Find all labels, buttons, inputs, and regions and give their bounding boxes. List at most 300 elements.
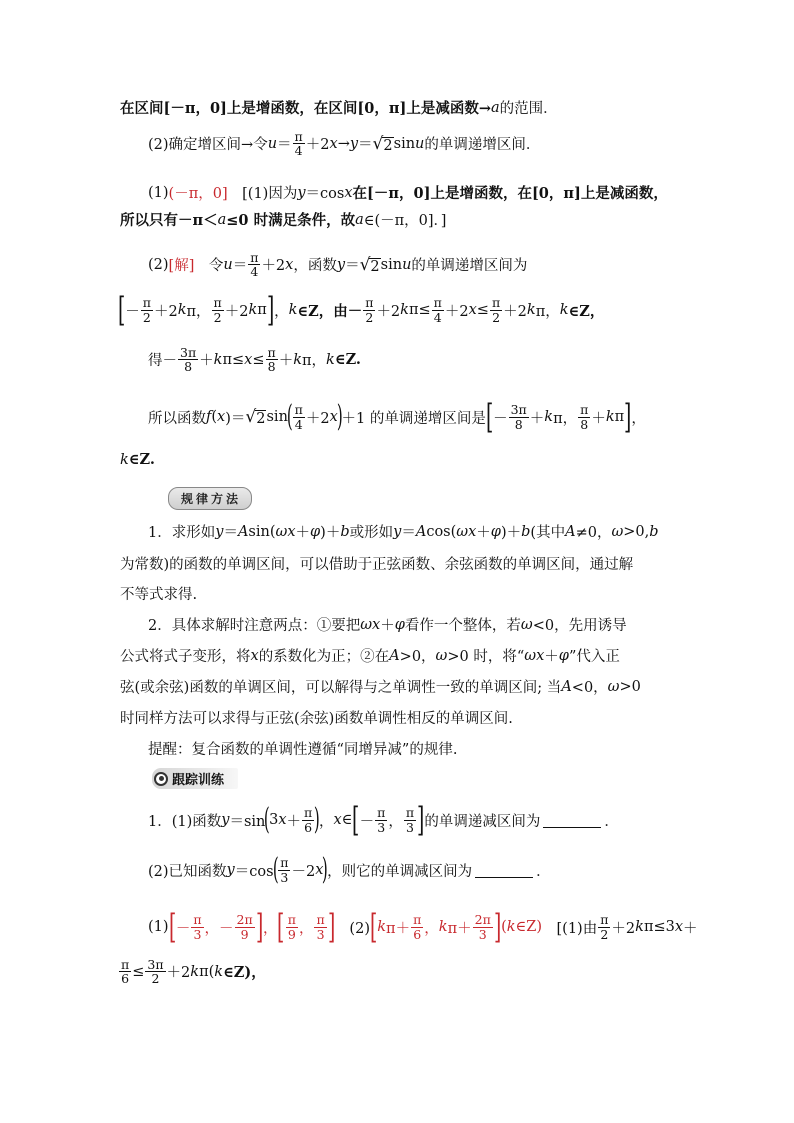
numerator: π <box>213 295 222 311</box>
fraction-3pi-8 <box>509 403 529 430</box>
numerator: 3π <box>147 957 164 972</box>
text-line-8 <box>148 397 646 437</box>
text: ＝sin <box>229 813 266 830</box>
numerator: π <box>142 295 151 311</box>
left-bracket: [ <box>352 800 360 840</box>
var-u: u <box>402 256 412 273</box>
var-y: y <box>215 523 224 540</box>
var-phi: φ <box>310 523 321 540</box>
denominator: 2 <box>600 926 609 942</box>
fraction-pi-3 <box>314 913 326 940</box>
text: π( <box>199 963 215 980</box>
text: ( <box>501 919 507 935</box>
method-line-5 <box>120 645 620 666</box>
var-k: k <box>177 302 187 318</box>
text: ，函数 <box>293 258 337 275</box>
text: 令 <box>194 258 224 275</box>
denominator: 4 <box>294 416 303 432</box>
text: 看作一个整体，若 <box>404 618 521 634</box>
numerator: π <box>267 345 276 360</box>
practice-title: 跟踪训练 <box>172 773 225 788</box>
fraction-pi-2 <box>141 296 153 323</box>
text: ＋2 <box>261 258 286 275</box>
left-paren: ( <box>264 802 271 837</box>
text: ＋ <box>476 525 491 541</box>
target-icon <box>154 772 168 786</box>
var-y: y <box>221 812 230 828</box>
text: ， <box>424 920 439 937</box>
text: 的系数化为正；②在 <box>258 649 390 665</box>
text: ＋ <box>199 353 214 370</box>
text-line-2 <box>148 130 540 157</box>
text: (其中 <box>530 525 566 541</box>
text: ＋ <box>278 353 294 370</box>
denominator: 3 <box>193 926 202 942</box>
denominator: 3 <box>280 869 289 885</box>
var-x: x <box>333 812 342 828</box>
text: ＋ <box>295 525 311 541</box>
text: 1．求形如 <box>148 525 216 541</box>
var-k: k <box>293 351 303 368</box>
var-x: x <box>344 184 353 201</box>
fraction-3pi-2 <box>145 958 165 985</box>
text: ， <box>318 813 334 830</box>
text: ≤0 时满足条件，故 <box>226 212 356 229</box>
denominator: 3 <box>406 819 414 835</box>
var-omega: ω <box>611 523 624 540</box>
var-y: y <box>349 135 359 152</box>
left-bracket: [ <box>168 907 176 947</box>
var-A: A <box>415 523 427 540</box>
text: ＝cos <box>234 863 274 880</box>
method-line-7: 时同样方法可以求得与正弦(余弦)函数单调性相反的单调区间. <box>120 711 513 727</box>
answer-line-2 <box>118 958 266 985</box>
text: ( <box>211 409 218 425</box>
var-x: x <box>244 351 253 368</box>
text: π <box>614 409 625 425</box>
minus: － <box>359 813 375 830</box>
var-k: k <box>544 409 554 425</box>
text: ， <box>631 410 646 427</box>
fraction-3pi-8 <box>178 346 198 373</box>
fraction-pi-4 <box>432 296 444 323</box>
fraction-pi-6 <box>119 958 131 985</box>
var-y: y <box>226 862 235 878</box>
text: [(1)因为 <box>227 186 298 202</box>
right-bracket: ] <box>327 907 335 947</box>
method-line-3: 不等式求得. <box>120 587 198 603</box>
var-A: A <box>389 647 400 664</box>
text: π， <box>302 353 327 370</box>
text: ， <box>388 813 403 830</box>
var-a: a <box>355 211 364 228</box>
text: ∈Z. <box>128 451 155 468</box>
var-k: k <box>438 919 448 935</box>
var-omega-x: ωx <box>360 616 381 633</box>
text: ＋ <box>591 410 606 427</box>
line-1-tail: 的范围． <box>499 101 558 117</box>
left-bracket: [ <box>485 397 494 437</box>
var-x: x <box>250 647 259 664</box>
fraction-pi-9 <box>286 913 298 940</box>
var-omega: ω <box>520 616 533 633</box>
fraction-pi-4 <box>293 130 305 157</box>
numerator: π <box>304 805 313 821</box>
text: π≤ <box>408 302 431 318</box>
var-u: u <box>267 135 278 152</box>
var-y: y <box>297 184 306 201</box>
text: ＝cos <box>305 186 345 202</box>
denominator: 2 <box>365 309 374 325</box>
var-k: k <box>635 919 644 935</box>
answer-2-interval <box>369 907 542 947</box>
text: ． <box>536 863 551 880</box>
text: (1) <box>148 919 169 935</box>
var-k: k <box>288 302 298 318</box>
sqrt-2: √ 2 <box>359 254 380 275</box>
var-k: k <box>559 302 569 318</box>
line-1-text: 在区间[－π，0]上是增函数，在区间[0，π]上是减函数→ <box>120 100 491 117</box>
denominator: 4 <box>294 143 303 159</box>
var-k: k <box>605 409 615 425</box>
var-a: a <box>491 99 500 116</box>
method-badge: 规律方法 <box>168 487 252 510</box>
numerator: π <box>433 295 442 311</box>
text: >0， <box>399 649 436 665</box>
numerator: π <box>316 912 325 928</box>
numerator: π <box>250 250 259 265</box>
denominator: 8 <box>184 359 193 375</box>
fraction-pi-3 <box>191 913 203 940</box>
question-1-1 <box>148 800 619 840</box>
text: ＋ <box>529 410 545 427</box>
text: ∈Z，由－ <box>297 302 363 320</box>
text: ＋2 <box>166 965 191 982</box>
equals: ＝ <box>358 137 373 154</box>
text: 3 <box>269 812 279 828</box>
text: 在[－π，0]上是增函数，在[0，π]上是减函数， <box>352 185 668 202</box>
minus: － <box>125 303 140 320</box>
numerator: π <box>580 402 589 418</box>
numerator: 3π <box>180 345 197 360</box>
text: ＝ <box>401 525 416 541</box>
left-bracket: [ <box>369 907 378 947</box>
var-A: A <box>565 523 576 540</box>
part-2-label: (2) <box>148 256 169 273</box>
text: )＝ <box>225 410 246 427</box>
text: sin( <box>248 523 276 540</box>
text: [(1)由 <box>542 920 598 937</box>
radicand: 2 <box>370 258 380 275</box>
fraction-pi-8 <box>266 346 278 373</box>
text: ，则它的单调减区间为 <box>327 863 473 880</box>
var-f: f <box>206 409 212 425</box>
text: 的单调递增区间为 <box>411 258 528 275</box>
var-x: x <box>329 135 338 152</box>
numerator: π <box>121 957 130 972</box>
fraction-pi-2 <box>490 296 502 323</box>
text: ∈Z) <box>515 919 542 935</box>
text-line-7 <box>148 346 361 373</box>
text: ≠0， <box>575 525 612 541</box>
var-y: y <box>393 523 402 540</box>
numerator: π <box>365 295 374 311</box>
denominator: 9 <box>240 926 249 942</box>
text: (2) <box>334 920 370 937</box>
right-bracket: ] <box>624 397 632 437</box>
fraction-pi-2 <box>363 296 375 323</box>
fraction-pi-2 <box>598 913 610 940</box>
text: 得－ <box>148 353 177 370</box>
text: >0, <box>623 523 650 540</box>
var-phi: φ <box>394 616 405 633</box>
numerator: π <box>294 402 303 418</box>
text-line-1 <box>120 97 558 118</box>
numerator: π <box>193 912 202 928</box>
numerator: π <box>280 855 289 871</box>
text: >0 <box>619 678 641 695</box>
denominator: 2 <box>151 971 160 987</box>
text: ＋2 <box>611 920 636 937</box>
radicand: 2 <box>256 411 266 427</box>
denominator: 8 <box>267 359 276 375</box>
fraction-pi-3 <box>404 806 416 833</box>
var-y: y <box>336 256 346 273</box>
answer-blank[interactable] <box>475 863 533 878</box>
numerator: π <box>294 129 303 144</box>
var-omega: ω <box>435 647 448 664</box>
answer-1: (－π，0] <box>168 186 228 202</box>
text: ≤ <box>132 963 145 980</box>
text: )＋ <box>500 525 522 541</box>
numerator: π <box>600 912 609 928</box>
text: π <box>257 302 267 318</box>
right-paren: ) <box>314 802 321 837</box>
denominator: 6 <box>413 926 422 942</box>
text: ， <box>298 920 314 937</box>
text: ， <box>274 303 289 320</box>
denominator: 6 <box>304 819 313 835</box>
part-1-label: (1) <box>148 184 169 201</box>
minus: － <box>175 920 191 937</box>
text-line-4 <box>120 209 446 230</box>
numerator: π <box>413 912 422 928</box>
numerator: 2π <box>236 912 253 928</box>
text: ＋2 <box>376 303 401 320</box>
plus-2: ＋2 <box>305 137 330 154</box>
sin-label: sin <box>393 135 416 152</box>
text: cos( <box>426 523 457 540</box>
text: ＝ <box>223 525 238 541</box>
var-k: k <box>248 302 258 318</box>
denominator: 8 <box>514 416 523 432</box>
text: (2)已知函数 <box>148 863 227 880</box>
text: π， <box>535 303 560 320</box>
denominator: 2 <box>492 309 501 325</box>
method-line-2: 为常数)的函数的单调区间，可以借助于正弦函数、余弦函数的单调区间，通过解 <box>120 557 634 573</box>
text: 或形如 <box>349 525 394 541</box>
text: π≤ <box>222 351 245 368</box>
var-omega-x: ωx <box>456 523 477 540</box>
text: ＋2 <box>224 303 249 320</box>
text: 公式将式子变形，将 <box>120 649 251 665</box>
fraction-pi-2 <box>212 296 224 323</box>
left-paren: ( <box>272 852 279 887</box>
var-k: k <box>213 351 223 368</box>
answer-line-1 <box>148 907 698 947</box>
sin-label: sin <box>380 256 403 273</box>
question-1-2 <box>148 852 551 887</box>
text: ∈ <box>341 812 353 828</box>
fraction-2pi-3 <box>473 913 493 940</box>
var-k: k <box>526 302 536 318</box>
method-line-4 <box>148 614 627 635</box>
var-k: k <box>190 963 200 980</box>
right-bracket: ] <box>255 907 263 947</box>
left-bracket: [ <box>117 290 126 330</box>
text: ＋1 的单调递增区间是 <box>341 410 486 427</box>
right-bracket: ] <box>493 907 502 947</box>
text: ＋2 <box>153 303 178 320</box>
var-k: k <box>120 451 129 468</box>
method-line-6 <box>120 676 641 697</box>
text: π＋ <box>447 920 472 937</box>
text: ， <box>262 920 278 937</box>
text: ＋ <box>544 649 559 665</box>
numerator: π <box>377 805 386 821</box>
numerator: π <box>491 295 501 311</box>
var-k: k <box>400 302 409 318</box>
fraction-pi-6 <box>411 913 423 940</box>
var-x: x <box>315 862 324 878</box>
text: ＋2 <box>503 303 527 320</box>
numerator: 2π <box>474 912 491 928</box>
var-b: b <box>340 523 350 540</box>
text: ≤ <box>252 351 265 368</box>
text: ＝ <box>232 258 248 275</box>
text: ∈Z. <box>334 351 361 369</box>
fraction-pi-4 <box>293 403 305 430</box>
denominator: 4 <box>433 309 442 325</box>
var-k: k <box>377 919 387 935</box>
denominator: 8 <box>580 416 589 432</box>
fraction-pi-3 <box>375 806 387 833</box>
answer-1-interval <box>168 907 335 947</box>
sqrt-2: √ 2 <box>372 133 393 154</box>
fraction-pi-3 <box>278 856 290 883</box>
denominator: 4 <box>250 264 259 280</box>
denominator: 3 <box>377 819 386 835</box>
var-omega-x: ωx <box>275 523 296 540</box>
fraction-pi-4 <box>248 251 260 278</box>
text: )＋ <box>320 525 341 541</box>
var-A: A <box>561 678 572 695</box>
text: ，－ <box>204 920 234 937</box>
var-x: x <box>285 256 294 273</box>
solution-tag: [解] <box>168 258 195 275</box>
var-phi: φ <box>558 647 569 664</box>
text-line-5 <box>148 251 527 278</box>
text: ≤ <box>476 302 489 318</box>
equals: ＝ <box>277 137 292 154</box>
radicand: 2 <box>383 137 393 154</box>
text: 所以函数 <box>148 410 206 427</box>
var-k: k <box>214 963 224 980</box>
step-2-text: (2)确定增区间→令 <box>148 137 268 154</box>
var-x: x <box>674 919 684 935</box>
denominator: 3 <box>478 926 487 942</box>
text-line-9 <box>120 451 155 468</box>
denominator: 2 <box>142 309 151 325</box>
right-paren: ) <box>336 399 343 434</box>
right-bracket: ] <box>417 800 425 840</box>
text: ∈Z)， <box>223 964 266 982</box>
var-phi: φ <box>490 523 501 540</box>
left-paren: ( <box>286 399 293 434</box>
text: <0，先用诱导 <box>532 618 627 634</box>
numerator: π <box>287 912 296 928</box>
text: ”代入正 <box>568 649 620 665</box>
fraction-2pi-9 <box>235 913 255 940</box>
reminder-line: 提醒：复合函数的单调性遵循“同增异减”的规律. <box>148 742 458 758</box>
text: <0， <box>571 680 608 696</box>
text: ＋ <box>683 920 698 937</box>
var-omega-x: ωx <box>524 647 545 664</box>
text: π， <box>553 410 578 427</box>
practice-header <box>152 768 238 789</box>
text-line-6 <box>117 290 605 330</box>
text-line-3 <box>148 182 668 203</box>
var-k: k <box>326 351 335 368</box>
text: 所以只有－π＜ <box>120 212 218 229</box>
line-2-tail: 的单调递增区间． <box>424 137 541 154</box>
left-bracket: [ <box>277 907 285 947</box>
denominator: 3 <box>316 926 325 942</box>
text: ＋ <box>380 618 395 634</box>
right-bracket: ] <box>266 290 275 330</box>
var-x: x <box>468 302 477 318</box>
text: 弦(或余弦)函数的单调区间，可以解得与之单调性一致的单调区间; 当 <box>120 680 562 696</box>
text: ＋2 <box>444 303 469 320</box>
text: ∈(－π，0]．] <box>363 213 447 229</box>
var-k: k <box>506 919 516 935</box>
answer-blank[interactable] <box>543 813 601 828</box>
denominator: 2 <box>213 309 222 325</box>
fraction-pi-6 <box>302 806 314 833</box>
var-x: x <box>278 812 287 828</box>
denominator: 9 <box>287 926 296 942</box>
sqrt-2: √ 2 <box>245 407 266 427</box>
right-paren: ) <box>322 852 329 887</box>
sin-label: sin <box>266 409 288 425</box>
text: 2．具体求解时注意两点：①要把 <box>148 618 361 634</box>
text: ＋2 <box>305 410 330 427</box>
var-x: x <box>217 409 226 425</box>
text: >0 时，将“ <box>447 649 525 665</box>
text: 1．(1)函数 <box>148 813 222 830</box>
method-line-1 <box>148 521 659 542</box>
text: ∈Z， <box>568 302 605 320</box>
var-u: u <box>223 256 233 273</box>
var-A: A <box>237 523 249 540</box>
text: π≤3 <box>643 919 675 935</box>
denominator: 6 <box>121 971 130 987</box>
var-u: u <box>415 135 425 152</box>
text: ＝ <box>345 258 360 275</box>
var-a: a <box>217 211 227 228</box>
fraction-pi-8 <box>578 403 590 430</box>
text: ＋ <box>286 813 302 830</box>
